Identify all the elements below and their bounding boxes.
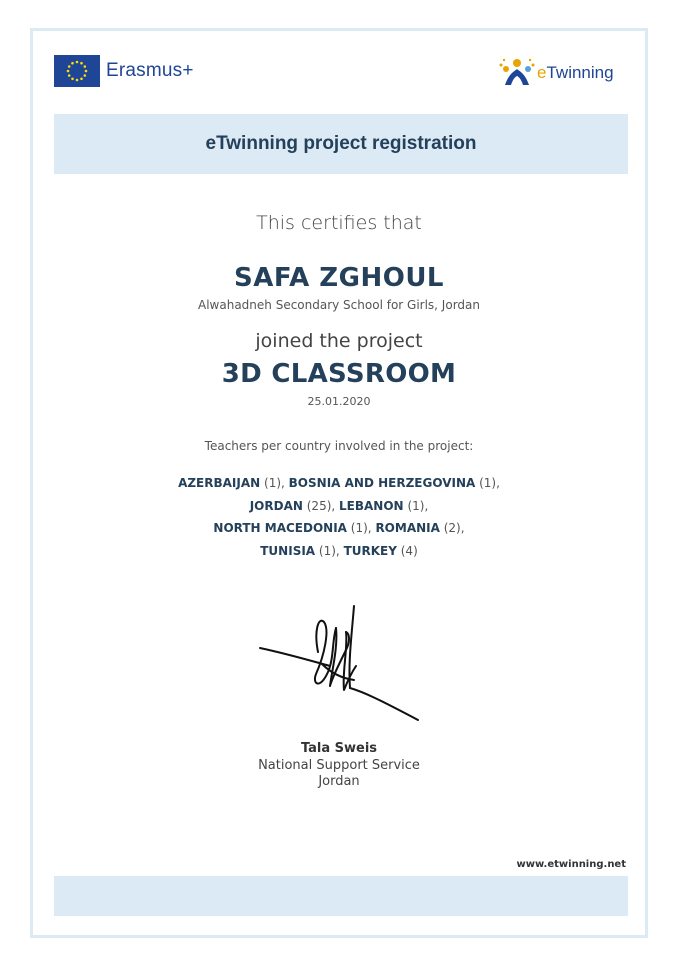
etwinning-figures-icon (495, 55, 539, 91)
country-count: (25) (306, 498, 332, 513)
country-name: NORTH MACEDONIA (213, 521, 347, 535)
recipient-name: SAFA ZGHOUL (233, 263, 445, 293)
country-name: JORDAN (249, 498, 303, 513)
countries-line-3: NORTH MACEDONIA (1), ROMANIA (2), (213, 521, 465, 535)
joined-text: joined the project (255, 330, 423, 352)
countries-line-2: JORDAN (25), LEBANON (1), (249, 498, 429, 513)
handwritten-signature (258, 602, 423, 722)
etwinning-label (537, 63, 614, 83)
country-count: (1) (318, 543, 336, 558)
etwinning-label-rest: Twinning (546, 63, 614, 82)
country-name: ROMANIA (375, 521, 440, 535)
countries-line-4: TUNISIA (1), TURKEY (4) (260, 543, 418, 558)
signatory-name: Tala Sweis (300, 741, 378, 756)
erasmus-label: Erasmus+ (106, 60, 194, 81)
recipient-school: Alwahadneh Secondary School for Girls, Jordan (198, 298, 480, 312)
country-count: (4) (400, 543, 418, 558)
country-name: TURKEY (343, 543, 397, 558)
bottom-band (54, 876, 628, 916)
signatory-country: Jordan (318, 774, 360, 789)
country-count: (1) (479, 476, 497, 490)
certifies-text: This certifies that (256, 212, 422, 234)
title-band (54, 114, 628, 174)
eu-flag-icon (54, 55, 100, 87)
countries-line-1: AZERBAIJAN (1), BOSNIA AND HERZEGOVINA (1), (178, 476, 500, 490)
erasmus-logo (54, 55, 194, 87)
certificate-title: eTwinning project registration (205, 133, 477, 154)
country-count: (1) (264, 476, 282, 490)
country-count: (2) (443, 521, 461, 535)
etwinning-website-link[interactable]: www.etwinning.net (516, 859, 626, 870)
teachers-label: Teachers per country involved in the project: (204, 439, 474, 453)
project-name: 3D CLASSROOM (221, 359, 457, 389)
etwinning-logo (495, 55, 614, 91)
country-count: (1) (407, 498, 425, 513)
country-name: TUNISIA (260, 543, 316, 558)
signatory-service: National Support Service (258, 758, 420, 773)
country-name: AZERBAIJAN (178, 476, 261, 490)
countries-list (0, 472, 678, 562)
country-count: (1) (350, 521, 368, 535)
etwinning-label-prefix: e (537, 63, 547, 82)
country-name: LEBANON (339, 498, 404, 513)
country-name: BOSNIA AND HERZEGOVINA (288, 476, 476, 490)
registration-date: 25.01.2020 (307, 395, 371, 408)
